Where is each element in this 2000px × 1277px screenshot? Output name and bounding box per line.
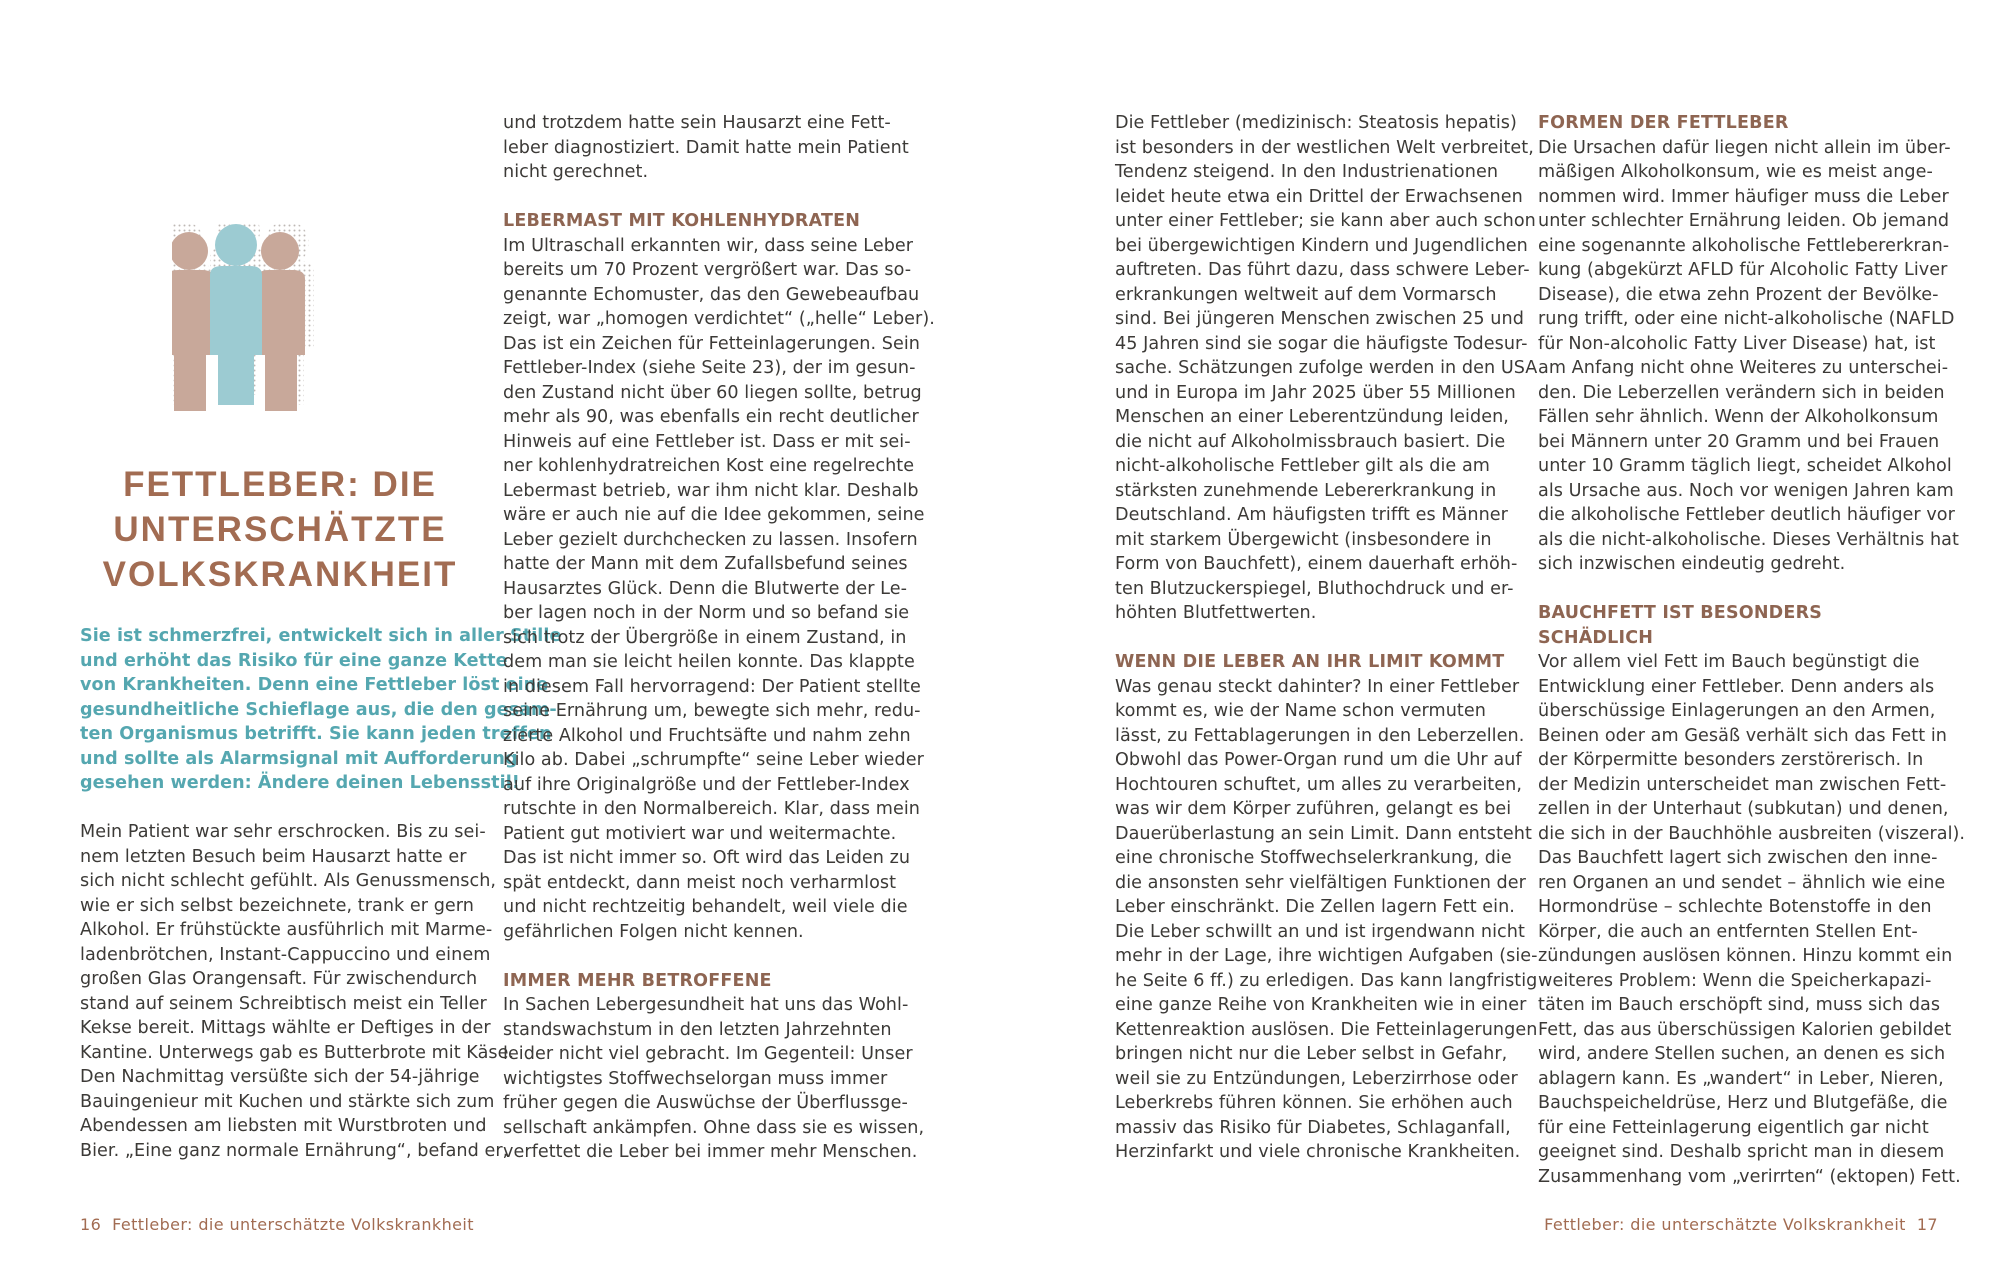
text-line: Kettenreaktion auslösen. Die Fetteinlagerungen bbox=[1115, 1019, 1538, 1040]
text-line: Disease), die etwa zehn Prozent der Bevölke- bbox=[1538, 284, 1939, 305]
body-paragraph bbox=[503, 111, 909, 185]
text-line: und trotzdem hatte sein Hausarzt eine Fett- bbox=[503, 113, 891, 133]
text-line: wird, andere Stellen suchen, an denen es sich bbox=[1538, 1044, 1946, 1064]
text-line: und in Europa im Jahr 2025 über 55 Millionen bbox=[1115, 382, 1516, 403]
text-line: auftreten. Das führt dazu, dass schwere Leber- bbox=[1115, 260, 1530, 280]
text-line: Fällen sehr ähnlich. Wenn der Alkoholkonsum bbox=[1538, 407, 1939, 427]
text-line: der Körpermitte besonders zerstörerisch. In bbox=[1538, 750, 1924, 770]
text-line: in diesem Fall hervorragend: Der Patient stellte bbox=[503, 676, 921, 697]
text-line: Kilo ab. Dabei „schrumpfte“ seine Leber wieder bbox=[503, 750, 924, 770]
text-line: bei Männern unter 20 Gramm und bei Frauen bbox=[1538, 431, 1940, 452]
text-line: stärksten zunehmende Lebererkrankung in bbox=[1115, 480, 1497, 501]
text-line: Alkohol. Er frühstückte ausführlich mit Marme- bbox=[80, 920, 493, 940]
text-line: was wir dem Körper zuführen, gelangt es bei bbox=[1115, 799, 1512, 819]
text-line: ten Blutzuckerspiegel, Bluthochdruck und er- bbox=[1115, 578, 1514, 599]
text-line: unter schlechter Ernährung leiden. Ob jemand bbox=[1538, 211, 1950, 231]
text-line: Leber gezielt durchchecken zu lassen. Insofern bbox=[503, 529, 918, 550]
text-line: rutschte in den Normalbereich. Klar, dass mein bbox=[503, 799, 920, 819]
text-line: dem man sie leicht heilen konnte. Das klappte bbox=[503, 652, 915, 672]
text-line: zellen in der Unterhaut (subkutan) und denen, bbox=[1538, 799, 1949, 819]
text-line: höhten Blutfettwerten. bbox=[1115, 603, 1317, 623]
body-paragraph bbox=[1538, 650, 1966, 1189]
text-line: he Seite 6 ff.) zu erledigen. Das kann langfristig bbox=[1115, 970, 1538, 991]
page-number: 17 bbox=[1916, 1215, 1938, 1234]
text-line: verfettet die Leber bei immer mehr Menschen. bbox=[503, 1142, 918, 1162]
text-line: und erhöht das Risiko für eine ganze Kette bbox=[80, 650, 508, 671]
body-paragraph bbox=[503, 993, 925, 1165]
section-heading: BAUCHFETT IST BESONDERS SCHÄDLICH bbox=[1538, 603, 1823, 648]
chapter-title-line: VOLKSKRANKHEIT bbox=[102, 555, 458, 594]
text-line: ner kohlenhydratreichen Kost eine regelrechte bbox=[503, 456, 915, 476]
text-line: Dauerüberlastung an sein Limit. Dann entsteht bbox=[1115, 823, 1532, 844]
section-heading: IMMER MEHR BETROFFENE bbox=[503, 970, 772, 991]
text-line: zündungen auslösen können. Hinzu kommt ein bbox=[1538, 946, 1953, 966]
text-line: In Sachen Lebergesundheit hat uns das Wohl- bbox=[503, 995, 909, 1015]
text-line: spät entdeckt, dann meist noch verharmlost bbox=[503, 872, 897, 893]
text-line: Lebermast betrieb, war ihm nicht klar. Deshalb bbox=[503, 480, 919, 501]
text-line: ablagern kann. Es „wandert“ in Leber, Nieren, bbox=[1538, 1068, 1944, 1089]
text-line: Die Ursachen dafür liegen nicht allein im über- bbox=[1538, 137, 1951, 158]
right-page-column-2 bbox=[1538, 111, 1966, 1189]
right-page-footer bbox=[1544, 1215, 1938, 1234]
text-line: bringen nicht nur die Leber selbst in Gefahr, bbox=[1115, 1044, 1508, 1064]
text-line: Bier. „Eine ganz normale Ernährung“, befand er, bbox=[80, 1140, 509, 1161]
text-line: Das Bauchfett lagert sich zwischen den inne- bbox=[1538, 848, 1938, 868]
text-line: den Zustand nicht über 60 liegen sollte, betrug bbox=[503, 382, 922, 403]
text-line: auf ihre Originalgröße und der Fettleber-Index bbox=[503, 774, 910, 795]
text-line: standswachstum in den letzten Jahrzehnten bbox=[503, 1019, 892, 1040]
text-line: unter einer Fettleber; sie kann aber auch schon bbox=[1115, 211, 1536, 231]
text-line: mäßigen Alkoholkonsum, wie es meist ange- bbox=[1538, 162, 1933, 182]
text-line: sich inzwischen eindeutig gedreht. bbox=[1538, 554, 1846, 574]
text-line: seine Ernährung um, bewegte sich mehr, redu- bbox=[503, 701, 921, 721]
text-line: überschüssige Einlagerungen an den Armen, bbox=[1538, 701, 1936, 721]
text-line: Menschen an einer Leberentzündung leiden, bbox=[1115, 407, 1509, 427]
text-line: Kantine. Unterwegs gab es Butterbrote mit Käse. bbox=[80, 1042, 515, 1063]
chapter-title-line: UNTERSCHÄTZTE bbox=[113, 510, 447, 549]
text-line: Mein Patient war sehr erschrocken. Bis zu sei- bbox=[80, 822, 486, 842]
text-line: Sie ist schmerzfrei, entwickelt sich in aller Stille bbox=[80, 626, 562, 646]
text-line: rung trifft, oder eine nicht-alkoholische (NAFLD bbox=[1538, 309, 1955, 329]
text-line: Hinweis auf eine Fettleber ist. Dass er mit sei- bbox=[503, 431, 911, 452]
chapter-title-line: FETTLEBER: DIE bbox=[123, 465, 437, 504]
text-line: leidet heute etwa ein Drittel der Erwachsenen bbox=[1115, 186, 1523, 207]
left-page-footer bbox=[80, 1215, 474, 1234]
text-line: Hormondrüse – schlechte Botenstoffe in den bbox=[1538, 897, 1932, 917]
text-line: leber diagnostiziert. Damit hatte mein Patient bbox=[503, 137, 909, 158]
text-line: Deutschland. Am häufigsten trifft es Männer bbox=[1115, 505, 1508, 525]
text-line: sind. Bei jüngeren Menschen zwischen 25 und bbox=[1115, 309, 1524, 329]
text-line: nicht-alkoholische Fettleber gilt als die am bbox=[1115, 456, 1490, 476]
body-paragraph bbox=[1115, 111, 1538, 626]
text-line: Die Leber schwillt an und ist irgendwann nicht bbox=[1115, 921, 1525, 942]
left-page-column-1 bbox=[80, 624, 562, 1163]
text-line: kung (abgekürzt AFLD für Alcoholic Fatty Liver bbox=[1538, 260, 1948, 280]
body-paragraph bbox=[1538, 136, 1959, 577]
text-line: Entwicklung einer Fettleber. Denn anders als bbox=[1538, 676, 1935, 697]
text-line: mehr in der Lage, ihre wichtigen Aufgaben (sie- bbox=[1115, 946, 1538, 966]
text-line: nommen wird. Immer häufiger muss die Leber bbox=[1538, 186, 1949, 207]
text-line: mehr als 90, was ebenfalls ein recht deutlicher bbox=[503, 407, 919, 427]
text-line: für Non-alcoholic Fatty Liver Disease) hat, ist bbox=[1538, 333, 1936, 354]
text-line: die sich in der Bauchhöhle ausbreiten (viszeral). bbox=[1538, 823, 1966, 844]
text-line: Beinen oder am Gesäß verhält sich das Fett in bbox=[1538, 725, 1947, 746]
text-line: Patient gut motiviert war und weitermachte. bbox=[503, 823, 897, 844]
section-heading: WENN DIE LEBER AN IHR LIMIT KOMMT bbox=[1115, 652, 1505, 672]
section-heading: FORMEN DER FETTLEBER bbox=[1538, 113, 1789, 133]
text-line: der Medizin unterscheidet man zwischen Fett- bbox=[1538, 774, 1947, 795]
text-line: ist besonders in der westlichen Welt verbreitet, bbox=[1115, 137, 1534, 158]
body-paragraph bbox=[80, 820, 515, 1163]
text-line: gefährlichen Folgen nicht kennen. bbox=[503, 921, 804, 942]
text-line: Zusammenhang vom „verirrten“ (ektopen) Fett. bbox=[1538, 1166, 1961, 1187]
text-line: ber lagen noch in der Norm und so befand sie bbox=[503, 603, 910, 623]
text-line: die alkoholische Fettleber deutlich häufiger vor bbox=[1538, 505, 1955, 525]
text-line: für eine Fetteinlagerung eigentlich gar nicht bbox=[1538, 1117, 1929, 1138]
text-line: Den Nachmittag versüßte sich der 54-jährige bbox=[80, 1067, 480, 1087]
text-line: Fettleber-Index (siehe Seite 23), der im gesun- bbox=[503, 358, 916, 378]
left-page-column-2 bbox=[503, 111, 935, 1165]
chapter-title bbox=[80, 462, 480, 597]
text-line: wichtigstes Stoffwechselorgan muss immer bbox=[503, 1068, 888, 1089]
text-line: weiteres Problem: Wenn die Speicherkapazi- bbox=[1538, 970, 1932, 991]
text-line: als Ursache aus. Noch vor wenigen Jahren kam bbox=[1538, 480, 1954, 501]
text-line: Fett, das aus überschüssigen Kalorien gebildet bbox=[1538, 1019, 1952, 1040]
text-line: nicht gerechnet. bbox=[503, 162, 649, 182]
text-line: Im Ultraschall erkannten wir, dass seine Leber bbox=[503, 235, 914, 256]
text-line: lässt, zu Fettablagerungen in den Leberzellen. bbox=[1115, 725, 1525, 746]
lead-paragraph bbox=[80, 624, 562, 796]
text-line: erkrankungen weltweit auf dem Vormarsch bbox=[1115, 284, 1497, 305]
text-line: weil sie zu Entzündungen, Leberzirrhose oder bbox=[1115, 1068, 1518, 1089]
text-line: Die Fettleber (medizinisch: Steatosis hepatis) bbox=[1115, 113, 1517, 133]
text-line: gesundheitliche Schieflage aus, die den gesam- bbox=[80, 699, 557, 720]
text-line: Abendessen am liebsten mit Wurstbroten und bbox=[80, 1116, 487, 1136]
text-line: wäre er auch nie auf die Idee gekommen, seine bbox=[503, 505, 925, 525]
text-line: früher gegen die Auswüchse der Überflussge- bbox=[503, 1093, 908, 1113]
text-line: zeigt, war „homogen verdichtet“ („helle“ Leber). bbox=[503, 309, 935, 329]
text-line: Hausarztes Glück. Denn die Blutwerte der Le- bbox=[503, 578, 907, 599]
text-line: den. Die Leberzellen verändern sich in beiden bbox=[1538, 382, 1945, 403]
text-line: leider nicht viel gebracht. Im Gegenteil: Unser bbox=[503, 1044, 913, 1064]
running-title: Fettleber: die unterschätzte Volkskrankheit bbox=[112, 1215, 474, 1234]
text-line: Hochtouren schuftet, um alles zu verarbeiten, bbox=[1115, 774, 1522, 795]
text-line: eine sogenannte alkoholische Fettlebererkran- bbox=[1538, 235, 1950, 256]
text-line: die ansonsten sehr vielfältigen Funktionen der bbox=[1115, 872, 1526, 893]
section-heading: LEBERMAST MIT KOHLENHYDRATEN bbox=[503, 211, 861, 231]
text-line: sich trotz der Übergröße in einem Zustand, in bbox=[503, 627, 907, 648]
text-line: sache. Schätzungen zufolge werden in den USA bbox=[1115, 358, 1538, 378]
text-line: stand auf seinem Schreibtisch meist ein Teller bbox=[80, 993, 487, 1014]
text-line: am Anfang nicht ohne Weiteres zu unterschei- bbox=[1538, 358, 1949, 378]
text-line: sich nicht schlecht gefühlt. Als Genussmensch, bbox=[80, 871, 497, 891]
text-line: ren Organen an und sendet – ähnlich wie eine bbox=[1538, 872, 1946, 893]
text-line: Vor allem viel Fett im Bauch begünstigt die bbox=[1538, 652, 1920, 672]
running-title: Fettleber: die unterschätzte Volkskrankheit bbox=[1544, 1215, 1906, 1234]
text-line: eine ganze Reihe von Krankheiten wie in einer bbox=[1115, 995, 1527, 1015]
body-paragraph bbox=[503, 234, 935, 945]
text-line: die nicht auf Alkoholmissbrauch basiert. Die bbox=[1115, 431, 1506, 452]
people-group-icon bbox=[172, 223, 372, 423]
text-line: Was genau steckt dahinter? In einer Fettleber bbox=[1115, 676, 1520, 697]
text-line: nem letzten Besuch beim Hausarzt hatte er bbox=[80, 846, 467, 867]
text-line: und sollte als Alarmsignal mit Aufforderung bbox=[80, 748, 518, 769]
text-line: ladenbrötchen, Instant-Cappuccino und einem bbox=[80, 944, 491, 965]
text-line: und nicht rechtzeitig behandelt, weil viele die bbox=[503, 897, 908, 917]
text-line: von Krankheiten. Denn eine Fettleber löst eine bbox=[80, 675, 549, 695]
text-line: kommt es, wie der Name schon vermuten bbox=[1115, 701, 1486, 721]
text-line: Obwohl das Power-Organ rund um die Uhr auf bbox=[1115, 750, 1522, 770]
text-line: wie er sich selbst bezeichnete, trank er gern bbox=[80, 895, 474, 916]
text-line: ten Organismus betrifft. Sie kann jeden treffen bbox=[80, 724, 552, 744]
text-line: Das ist nicht immer so. Oft wird das Leiden zu bbox=[503, 848, 911, 868]
text-line: Kekse bereit. Mittags wählte er Deftiges in der bbox=[80, 1018, 491, 1038]
text-line: Tendenz steigend. In den Industrienationen bbox=[1115, 162, 1499, 182]
text-line: unter 10 Gramm täglich liegt, scheidet Alkohol bbox=[1538, 456, 1952, 476]
body-paragraph bbox=[1115, 675, 1538, 1165]
text-line: eine chronische Stoffwechselerkrankung, die bbox=[1115, 848, 1512, 868]
text-line: 45 Jahren sind sie sogar die häufigste Todesur- bbox=[1115, 333, 1528, 354]
page-number: 16 bbox=[80, 1215, 102, 1234]
text-line: Leberkrebs führen können. Sie erhöhen auch bbox=[1115, 1093, 1513, 1113]
text-line: massiv das Risiko für Diabetes, Schlaganfall, bbox=[1115, 1117, 1511, 1138]
text-line: sellschaft ankämpfen. Ohne dass sie es wissen, bbox=[503, 1117, 925, 1138]
text-line: zierte Alkohol und Fruchtsäfte und nahm zehn bbox=[503, 725, 911, 746]
text-line: gesehen werden: Ändere deinen Lebensstil! bbox=[80, 773, 520, 793]
text-line: Das ist ein Zeichen für Fetteinlagerungen. Sein bbox=[503, 333, 920, 354]
text-line: Leber einschränkt. Die Zellen lagern Fett ein. bbox=[1115, 897, 1515, 917]
text-line: bei übergewichtigen Kindern und Jugendlichen bbox=[1115, 235, 1528, 256]
text-line: hatte der Mann mit dem Zufallsbefund seines bbox=[503, 554, 908, 574]
text-line: Bauchspeicheldrüse, Herz und Blutgefäße, die bbox=[1538, 1093, 1948, 1113]
right-page-column-1 bbox=[1115, 111, 1538, 1165]
text-line: täten im Bauch erschöpft sind, muss sich das bbox=[1538, 995, 1941, 1015]
text-line: als die nicht-alkoholische. Dieses Verhältnis hat bbox=[1538, 529, 1959, 550]
text-line: geeignet sind. Deshalb spricht man in diesem bbox=[1538, 1142, 1945, 1162]
text-line: mit starkem Übergewicht (insbesondere in bbox=[1115, 529, 1492, 550]
text-line: Herzinfarkt und viele chronische Krankheiten. bbox=[1115, 1142, 1521, 1162]
text-line: Form von Bauchfett), einem dauerhaft erhöh- bbox=[1115, 554, 1518, 574]
text-line: bereits um 70 Prozent vergrößert war. Das so- bbox=[503, 260, 912, 280]
text-line: Körper, die auch an entfernten Stellen Ent- bbox=[1538, 921, 1918, 942]
text-line: großen Glas Orangensaft. Für zwischendurch bbox=[80, 969, 478, 989]
text-line: genannte Echomuster, das den Gewebeaufbau bbox=[503, 284, 920, 305]
text-line: Bauingenieur mit Kuchen und stärkte sich zum bbox=[80, 1091, 495, 1112]
